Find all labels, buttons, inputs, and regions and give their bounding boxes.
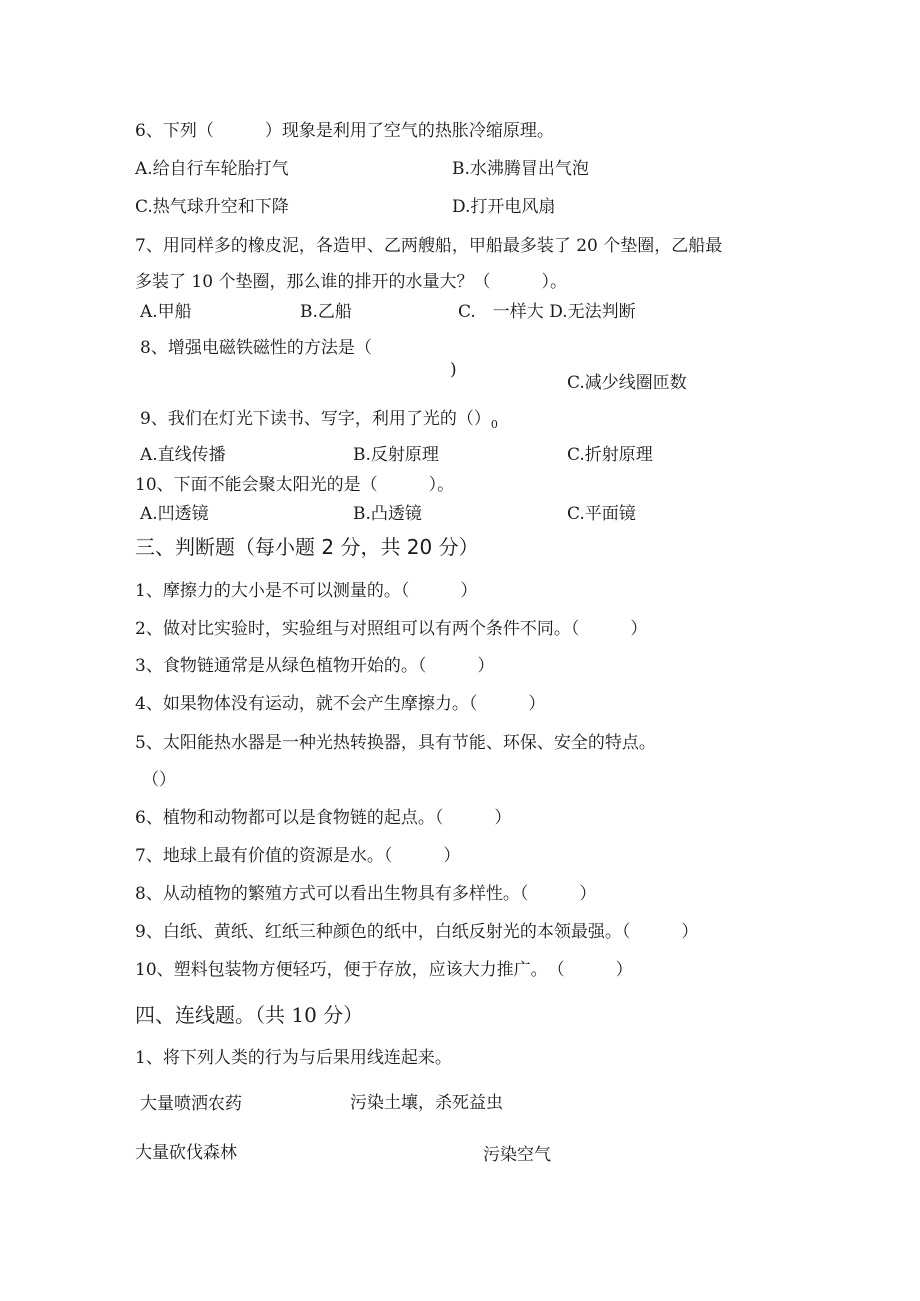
q6-option-c: C.热气球升空和下降 [135,197,289,217]
section3-item: 7、地球上最有价值的资源是水。（ ） [135,846,461,866]
q8-close-paren: ) [450,360,457,380]
section4-title: 四、连线题。（共 10 分） [135,1003,364,1027]
q7-option-cd: C. 一样大 D.无法判断 [458,302,636,322]
section3-item: 5、太阳能热水器是一种光热转换器，具有节能、环保、安全的特点。 [135,733,656,753]
q10-option-c: C.平面镜 [567,504,636,524]
q7-option-a: A.甲船 [140,302,192,322]
section3-item: 6、植物和动物都可以是食物链的起点。（ ） [135,808,512,828]
q9-option-c: C.折射原理 [567,445,653,465]
match-right-item[interactable]: 污染土壤，杀死益虫 [350,1093,503,1113]
q7-stem-line1: 7、用同样多的橡皮泥，各造甲、乙两艘船，甲船最多装了 20 个垫圈，乙船最 [135,236,723,256]
q9-option-b: B.反射原理 [353,445,439,465]
section3-item: 9、白纸、黄纸、红纸三种颜色的纸中，白纸反射光的本领最强。（ ） [135,922,699,942]
section3-item: 1、摩擦力的大小是不可以测量的。（ ） [135,581,478,601]
q9-suffix: 0 [490,418,498,431]
q7-option-b: B.乙船 [300,302,352,322]
q6-option-a: A.给自行车轮胎打气 [135,159,289,179]
match-left-item[interactable]: 大量喷洒农药 [140,1094,242,1114]
section3-item: 8、从动植物的繁殖方式可以看出生物具有多样性。（ ） [135,884,597,904]
q8-stem: 8、增强电磁铁磁性的方法是（ [140,338,372,358]
section3-title: 三、判断题（每小题 2 分，共 20 分） [135,535,479,559]
q6-stem: 6、下列（ ）现象是利用了空气的热胀冷缩原理。 [135,121,554,141]
section3-item: 2、做对比实验时，实验组与对照组可以有两个条件不同。（ ） [135,619,648,639]
q10-option-b: B.凸透镜 [353,504,422,524]
section3-item-paren: （） [142,770,176,790]
q7-stem-line2: 多装了 10 个垫圈，那么谁的排开的水量大？（ ）。 [135,272,567,292]
q8-option-c: C.减少线圈匝数 [567,373,687,393]
section3-item: 3、食物链通常是从绿色植物开始的。（ ） [135,656,495,676]
q6-option-b: B.水沸腾冒出气泡 [452,159,589,179]
q10-stem: 10、下面不能会聚太阳光的是（ ）。 [135,475,455,495]
q6-option-d: D.打开电风扇 [452,197,556,217]
q9-stem-text: 9、我们在灯光下读书、写字，利用了光的（） [140,409,491,429]
q9-option-a: A.直线传播 [140,445,226,465]
section3-item: 4、如果物体没有运动，就不会产生摩擦力。（ ） [135,694,546,714]
section3-item: 10、塑料包装物方便轻巧，便于存放，应该大力推广。 （ ） [135,960,633,980]
section4-question-1: 1、将下列人类的行为与后果用线连起来。 [135,1048,452,1068]
match-right-item[interactable]: 污染空气 [483,1145,551,1165]
q10-option-a: A.凹透镜 [140,504,209,524]
q9-stem [140,408,498,436]
match-left-item[interactable]: 大量砍伐森林 [135,1143,237,1163]
